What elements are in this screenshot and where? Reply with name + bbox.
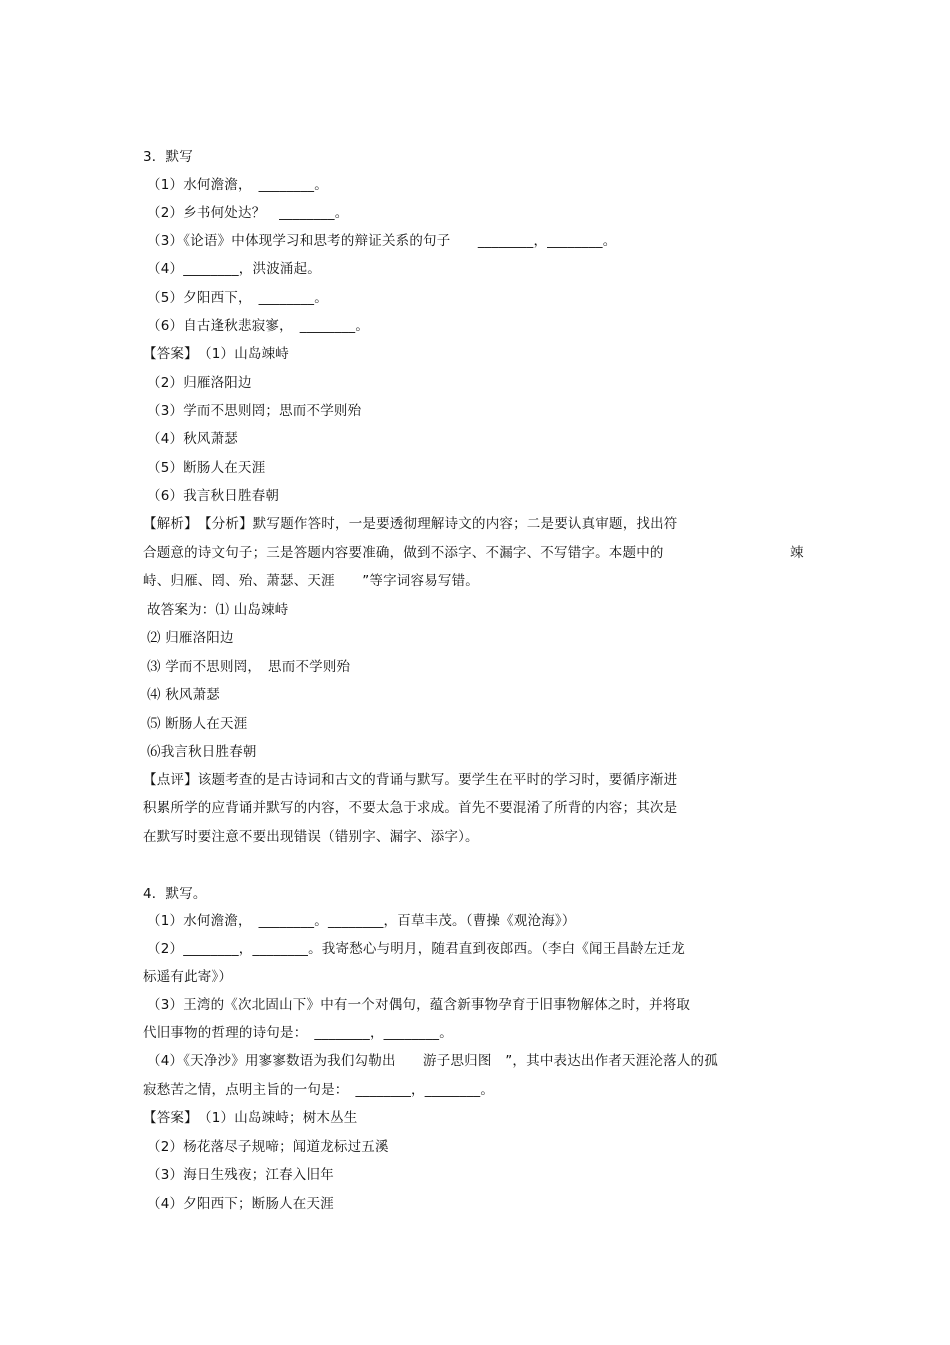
q3-item-3: （3）《论语》中体现学习和思考的辩证关系的句子 ________，________。 xyxy=(147,233,617,249)
q4-line-3: 标遥有此寄》） xyxy=(143,969,233,985)
q3-final-answer-5: ⑸ 断肠人在天涯 xyxy=(147,716,248,732)
q3-answer-2: （2）归雁洛阳边 xyxy=(147,375,252,391)
q3-item-2: （2）乡书何处达？ ________。 xyxy=(147,205,349,221)
q4-answer-4: （4）夕阳西下；断肠人在天涯 xyxy=(147,1196,334,1212)
q4-line-4: （3）王湾的《次北固山下》中有一个对偶句，蕴含新事物孕育于旧事物解体之时，并将取 xyxy=(147,997,691,1013)
q3-final-answer-2: ⑵ 归雁洛阳边 xyxy=(147,630,234,646)
q4-line-2: （2）________，________。我寄愁心与明月，随君直到夜郎西。（李白《闻王昌龄左迁龙 xyxy=(147,941,685,957)
q3-analysis-line-2: 合题意的诗文句子；三是答题内容要准确，做到不添字、不漏字、不写错字。本题中的 xyxy=(143,545,664,561)
q3-comment-line-3: 在默写时要注意不要出现错误（错别字、漏字、添字）。 xyxy=(143,829,479,845)
q3-item-1: （1）水何澹澹， ________。 xyxy=(147,177,328,193)
q3-item-6: （6）自古逢秋悲寂寥， ________。 xyxy=(147,318,370,334)
q3-answer-label: 【答案】 （1）山岛竦峙 xyxy=(143,346,289,362)
q3-item-5: （5）夕阳西下， ________。 xyxy=(147,290,328,306)
q4-line-6: （4）《天净沙》用寥寥数语为我们勾勒出 游子思归图 ”，其中表达出作者天涯沦落人的孤 xyxy=(147,1053,718,1069)
q3-final-answer-4: ⑷ 秋风萧瑟 xyxy=(147,687,220,703)
q3-final-answer-1: 故答案为：⑴ 山岛竦峙 xyxy=(147,602,289,618)
q3-answer-5: （5）断肠人在天涯 xyxy=(147,460,266,476)
q4-answer-3: （3）海日生残夜；江春入旧年 xyxy=(147,1167,334,1183)
q3-final-answer-6: ⑹我言秋日胜春朝 xyxy=(147,744,257,760)
q4-line-1: （1）水何澹澹， ________。________，百草丰茂。（曹操《观沧海》） xyxy=(147,913,576,929)
q3-analysis-line-3: 峙、归雁、罔、殆、萧瑟、天涯 ”等字词容易写错。 xyxy=(143,573,479,589)
q3-answer-4: （4）秋风萧瑟 xyxy=(147,431,238,447)
question-4-title: 4．默写。 xyxy=(143,886,207,902)
q4-answer-label: 【答案】 （1）山岛竦峙；树木丛生 xyxy=(143,1110,358,1126)
q4-line-5: 代旧事物的哲理的诗句是： ________，________。 xyxy=(143,1025,453,1041)
q3-final-answer-3: ⑶ 学而不思则罔， 思而不学则殆 xyxy=(147,659,351,675)
q4-answer-2: （2）杨花落尽子规啼；闻道龙标过五溪 xyxy=(147,1139,389,1155)
question-3-title: 3．默写 xyxy=(143,149,193,165)
q3-comment-line-2: 积累所学的应背诵并默写的内容，不要太急于求成。首先不要混淆了所背的内容；其次是 xyxy=(143,800,678,816)
q3-comment-line-1: 【点评】该题考查的是古诗词和古文的背诵与默写。要学生在平时的学习时，要循序渐进 xyxy=(143,772,678,788)
q3-analysis-line-1: 【解析】 【分析】默写题作答时，一是要透彻理解诗文的内容；二是要认真审题，找出符 xyxy=(143,516,678,532)
q4-line-7: 寂愁苦之情，点明主旨的一句是： ________，________。 xyxy=(143,1082,495,1098)
q3-analysis-line-2-end: 竦 xyxy=(790,545,804,561)
q3-item-4: （4）________，洪波涌起。 xyxy=(147,261,321,277)
q3-answer-3: （3）学而不思则罔；思而不学则殆 xyxy=(147,403,362,419)
q3-answer-6: （6）我言秋日胜春朝 xyxy=(147,488,280,504)
